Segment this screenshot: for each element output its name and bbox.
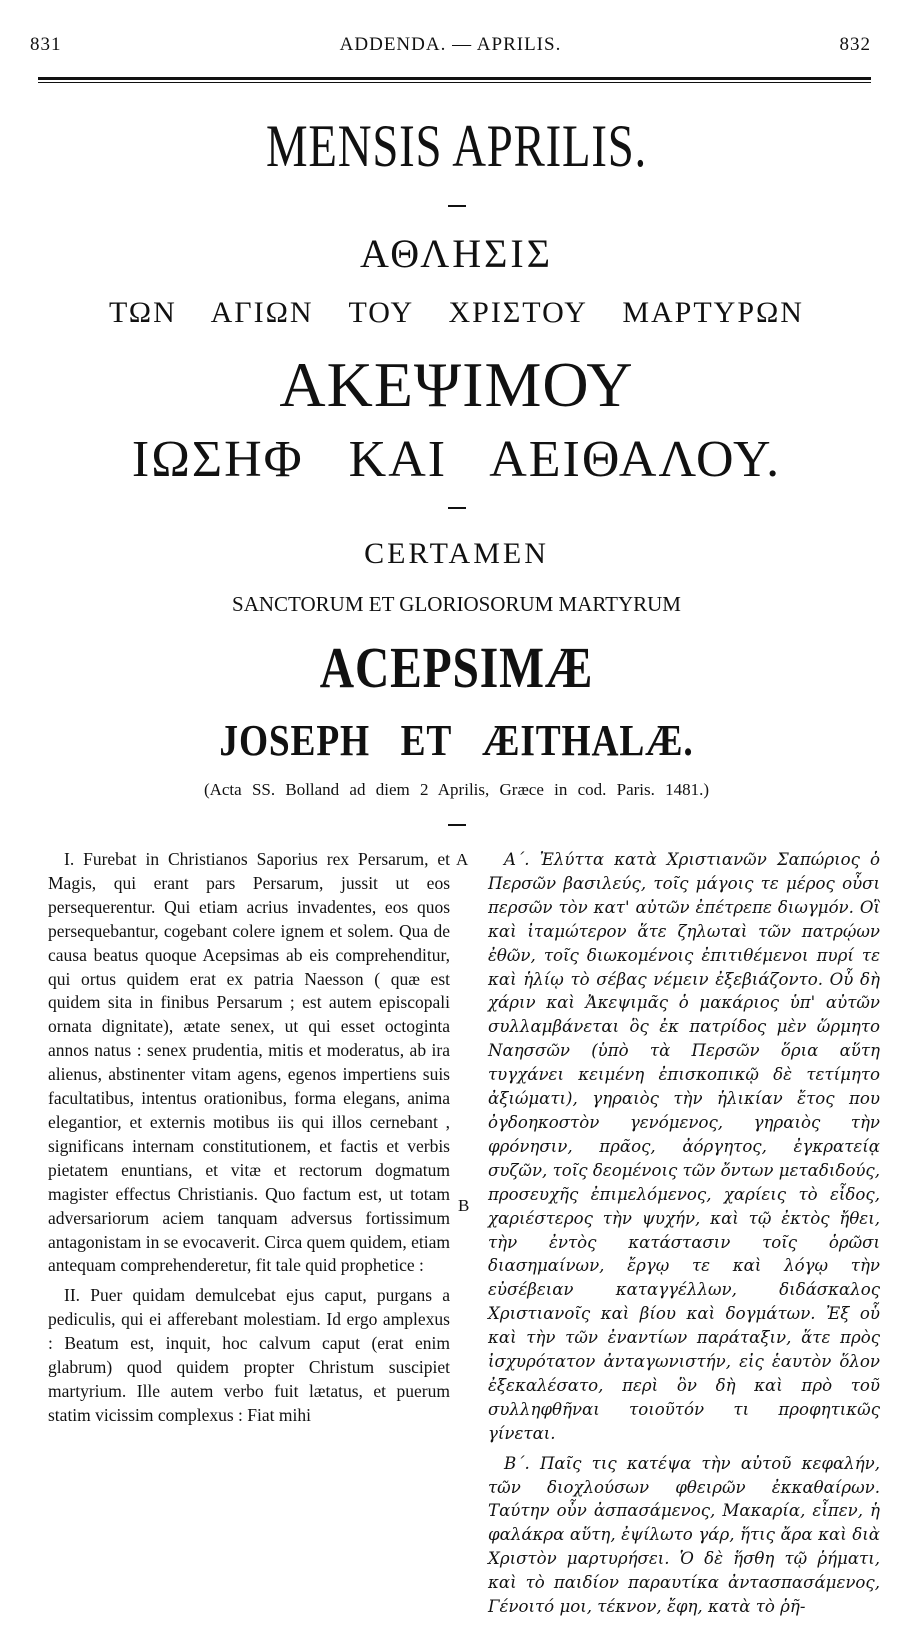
latin-paragraph: I. Furebat in Christianos Saporius rex Persarum, et Magis, qui erant pars Persarum, jussit ut eos persequerentur. Qui etiam acrius invadentes, eos quos persequebantur, cogebant colere ignem et solem. Qua de causa beatus quoque Acepsimas ab eis comprehenditur, qui ortus quidem erat ex patria Naesson ( quæ est quidem sita in finibus Persarum ; est autem episcopali ornata dignitate), ætate senex, ut qui esset octoginta annos natus : senex prudentia, mitis et moderatus, ab ira alienus, abstinenter vitam agens, egenos impertiens suis facultatibus, intentus orationibus, forma elegans, anima elegantior, et externis motibus iis qui illos cernebant , significans internam constitutionem, et factis et verbis pietatem enuntians, et vitæ et rectorum dogmatum magister effectus Christianis. Quo factum est, ut totam adversariorum aciem tanquam adversus fortissimum antagonistam in se evocaverit. Circa quem quidem, etiam antequam comprehenderetur, fit tale quid prophetice : [48,849,450,1276]
divider-dash [448,205,466,207]
latin-subtitle: SANCTORUM ET GLORIOSORUM MARTYRUM [232,592,681,616]
latin-name-acepsimae: ACEPSIMÆ [319,635,594,700]
latin-paragraph: II. Puer quidam demulcebat ejus caput, purgans a pediculis, qui ei afferebant molestiam. Id ergo amplexus : Beatum est, inquit, hoc calvum caput (erat enim glabrum) quod quidem propter Christum suscipiet martyrium. Ille autem verbo fuit lætatus, et puerum statim vicissim complexus : Fiat mihi [48,1285,450,1425]
margin-letter-a: A [456,850,469,869]
source-note: (Acta SS. Bolland ad diem 2 Aprilis, Græce in cod. Paris. 1481.) [203,780,710,799]
greek-column [488,848,880,1625]
month-title: MENSIS APRILIS. [266,113,647,179]
greek-paragraph: Α΄. Ἐλύττα κατὰ Χριστιανῶν Σαπώριος ὁ Περσῶν βασιλεύς, τοῖς μάγοις τε μέρος οὖσι περσῶν τὸν κατ' αὐτῶν ἐπέτρεπε διωγμόν. Οἳ καὶ ἰταμώτερον ἅτε ζηλωταὶ τῶν πατρῴων ἐθῶν, τοῖς διωκομένοις ἐπιτιθέμενοι πυρί τε καὶ ἡλίῳ τὸ σέβας νέμειν ἐξεβιάζοντο. Οὗ δὴ χάριν καὶ Ἀκεψιμᾶς ὁ μακάριος ὑπ' αὐτῶν συλλαμβάνεται ὃς ἐκ πατρίδος μὲν ὥρμητο Ναησσῶν (ὑπὸ τὰ Περσῶν ὅρια αὕτη τυγχάνει κειμένη ἐπισκοπικῷ δὲ τετίμητο ἀξιώματι), γηραιὸς τὴν ἡλικίαν ἔτος που ὀγδοηκοστὸν γενόμενος, γηραιὸς τὴν φρόνησιν, πρᾶος, ἀόργητος, ἐγκρατείᾳ συζῶν, τοῖς δεομένοις τῶν ὄντων μεταδιδούς, προσευχῆς ἐπιμελόμενος, χαρίεις τὸ εἶδος, χαριέστερος τὴν ψυχήν, καὶ τῷ ἐκτὸς ἤθει, τὴν ἐντὸς κατάστασιν τοῖς ὁρῶσι διασημαίνων, ἔργῳ τε καὶ λόγῳ τὴν εὐσέβειαν καταγγέλλων, διδάσκαλος Χριστιανοῖς καὶ βίου καὶ δογμάτων. Ἐξ οὗ καὶ τὴν τῶν ἐναντίων παράταξιν, ἅτε πρὸς ἰσχυρότατον ἀνταγωνιστήν, εἰς ἑαυτὸν ὅλον ἐξεκαλέσατο, περὶ ὃν δὴ καὶ πρὸ τοῦ συλληφθῆναι τοιοῦτόν τι προφητικῶς γίνεται. [488,850,880,1443]
greek-paragraph: Β΄. Παῖς τις κατέψα τὴν αὐτοῦ κεφαλήν, τῶν διοχλούσων φθειρῶν ἐκκαθαίρων. Ταύτην οὖν ἀσπασάμενος, Μακαρία, εἶπεν, ἡ φαλάκρα αὕτη, ἐψίλωτο γάρ, ἥτις ἄρα καὶ διὰ Χριστὸν μαρτυρήσει. Ὁ δὲ ἥσθη τῷ ῥήματι, καὶ τὸ παιδίον παραυτίκα ἀντασπασάμενος, Γένοιτό μοι, τέκνον, ἔφη, κατὰ τὸ ῥῆ- [488,1453,880,1617]
margin-letter-b: B [458,1196,470,1215]
latin-column [48,848,450,1434]
page-number-right: 832 [839,34,871,55]
greek-name-akepsimou: ΑΚΕΨΙΜΟΥ [279,349,634,420]
page-number-left: 831 [30,34,62,55]
running-header [30,30,871,60]
divider-dash [448,507,466,509]
header-rule [38,77,871,83]
running-title: ADDENDA. — APRILIS. [339,34,562,55]
latin-title: CERTAMEN [364,537,549,570]
greek-subtitle: ΤΩΝ ΑΓΙΩΝ ΤΟΥ ΧΡΙΣΤΟΥ ΜΑΡΤΥΡΩΝ [109,296,804,329]
latin-names-joseph: JOSEPH ET ÆITHALÆ. [219,716,694,765]
greek-names-iosif: ΙΩΣΗΦ ΚΑΙ ΑΕΙΘΑΛΟΥ. [131,431,782,488]
divider-dash [448,824,466,826]
greek-title: ΑΘΛΗΣΙΣ [360,231,553,276]
